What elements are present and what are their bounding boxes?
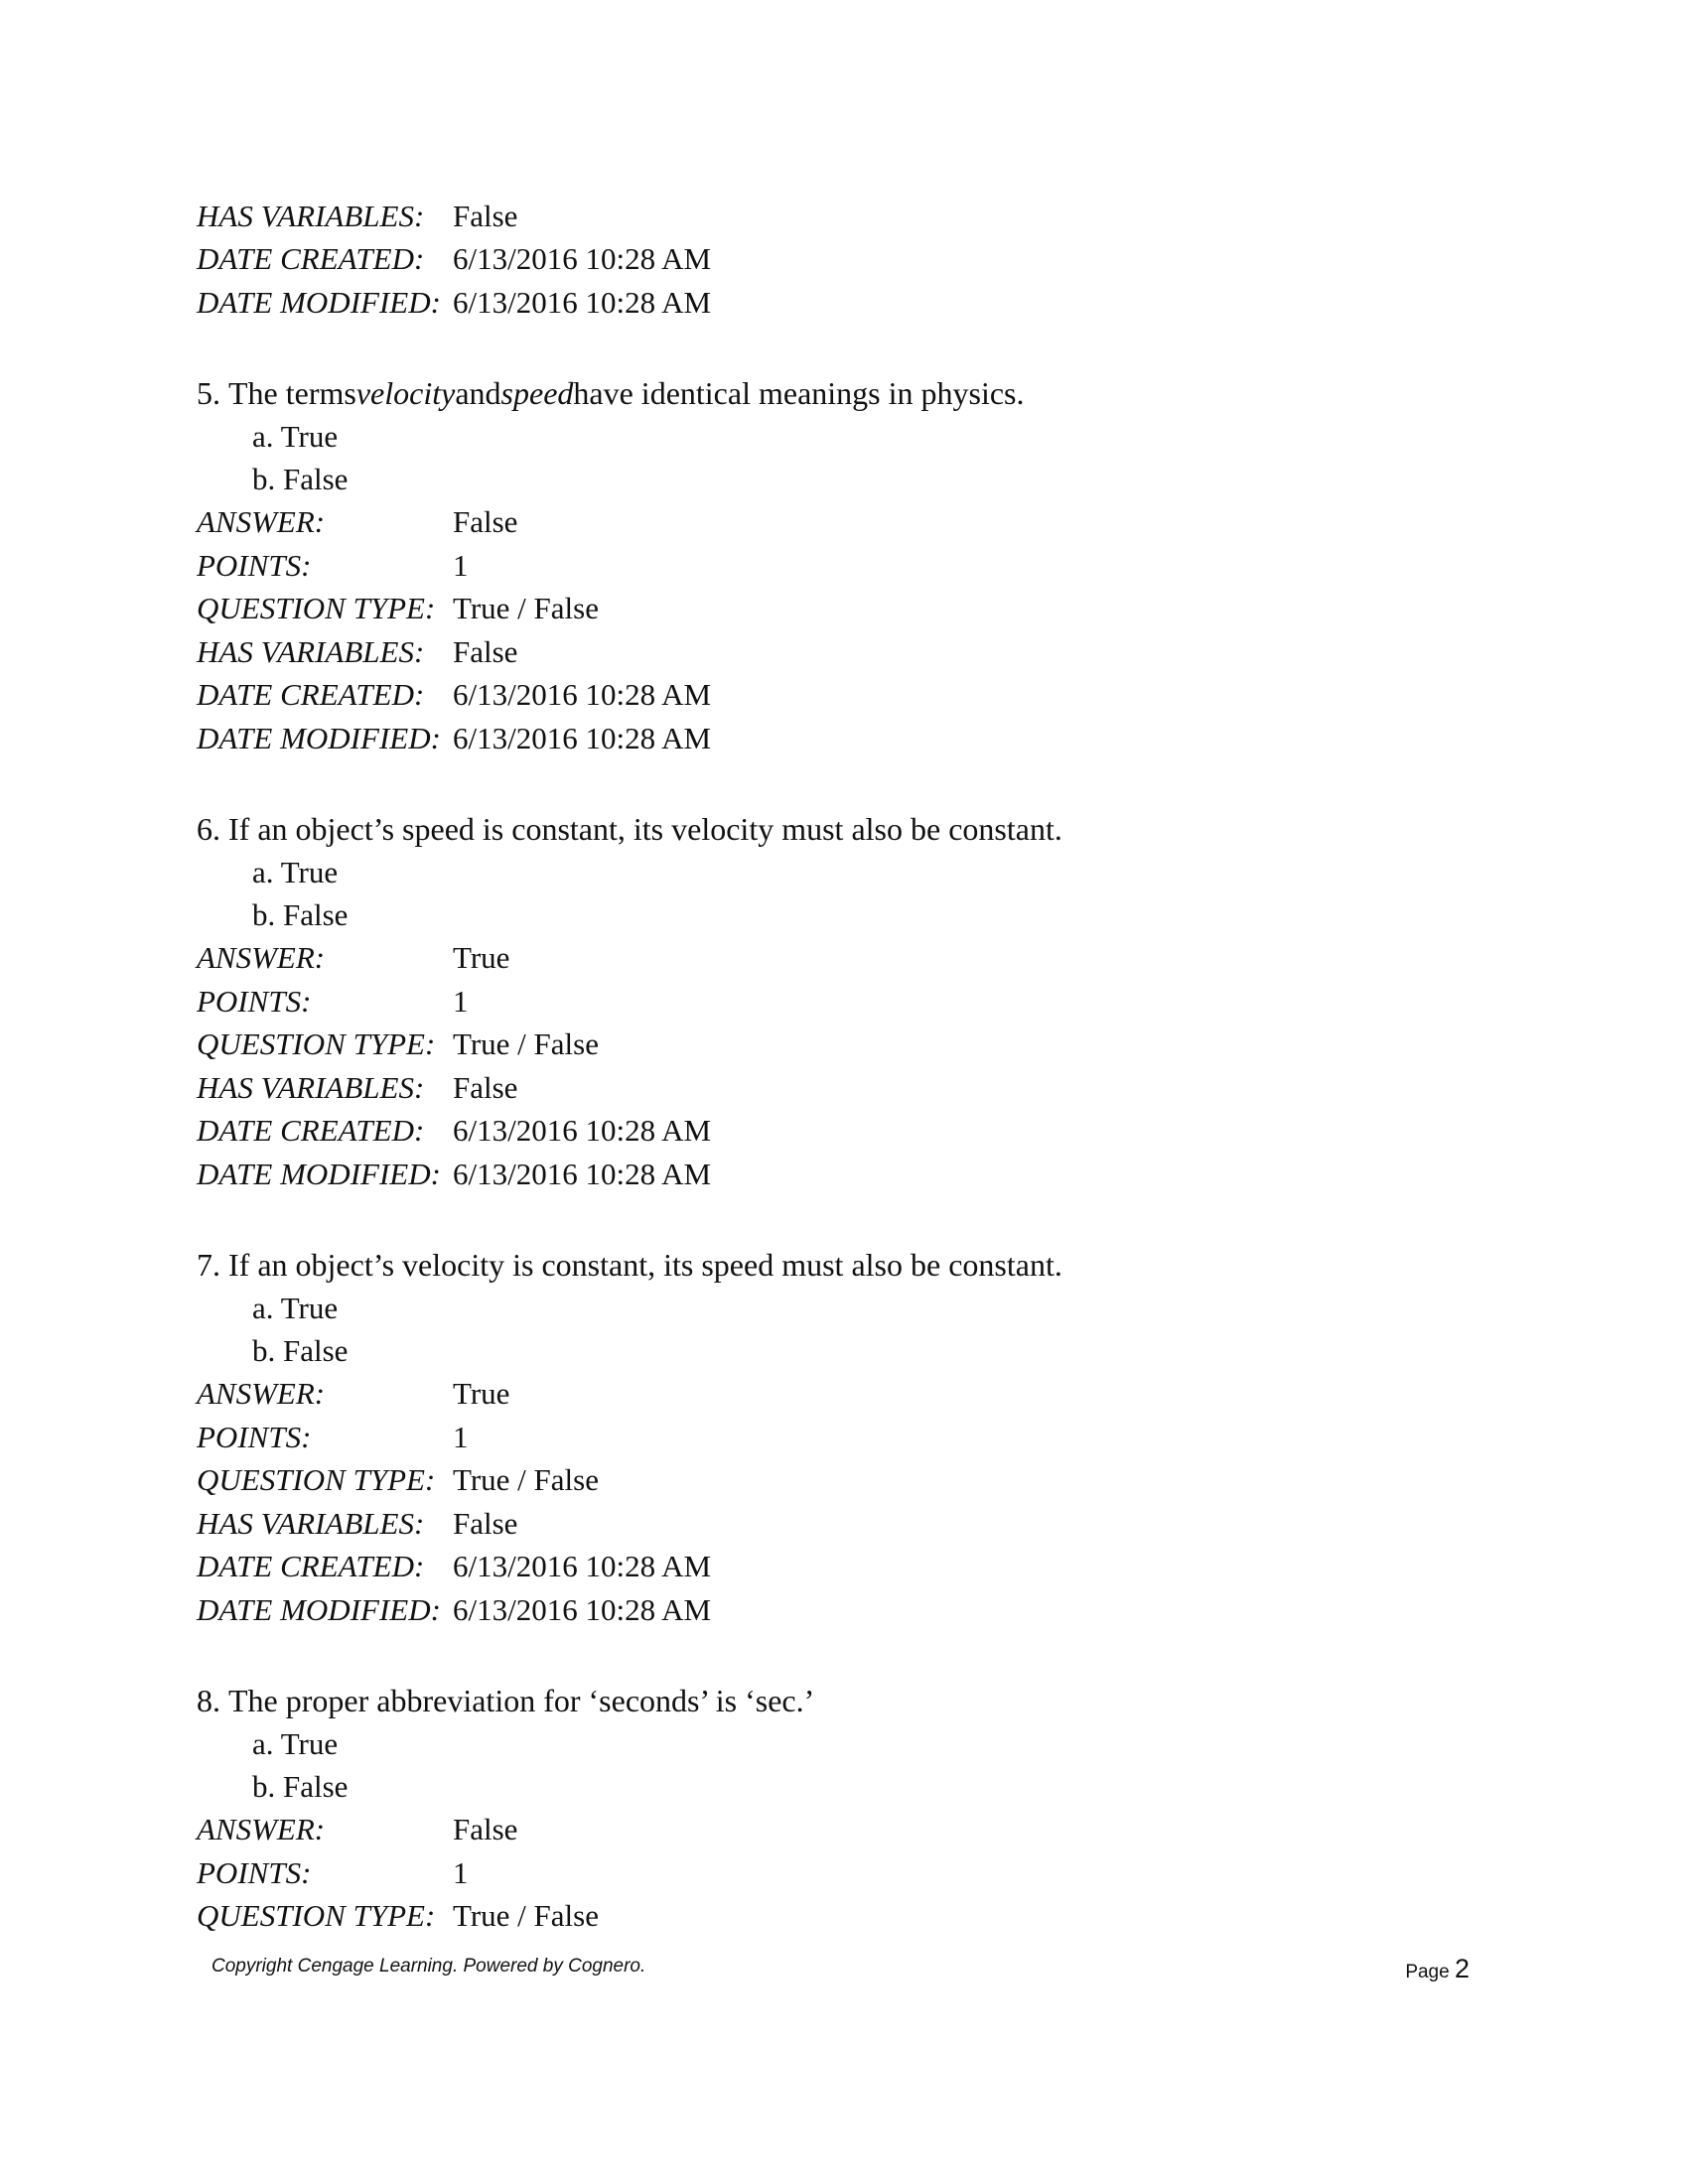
meta-value: True / False bbox=[453, 591, 599, 626]
answer-option: a. True bbox=[252, 1291, 339, 1325]
meta-value: True / False bbox=[453, 1898, 599, 1934]
meta-label: ANSWER: bbox=[197, 1376, 326, 1412]
question-8 bbox=[197, 1680, 1487, 1939]
meta-value: False bbox=[453, 198, 518, 233]
meta-label: QUESTION TYPE: bbox=[197, 1462, 436, 1498]
meta-label: HAS VARIABLES: bbox=[197, 633, 425, 669]
answer-option: b. False bbox=[252, 897, 349, 932]
meta-row bbox=[197, 1110, 1487, 1154]
leading-meta-block bbox=[197, 195, 1487, 325]
meta-value: True bbox=[453, 940, 510, 976]
meta-label: QUESTION TYPE: bbox=[197, 1898, 436, 1934]
stem-text: The terms bbox=[228, 375, 356, 411]
answer-option: b. False bbox=[252, 462, 349, 496]
question-number: 5. bbox=[197, 375, 220, 411]
meta-value: False bbox=[453, 1812, 518, 1847]
question-stem bbox=[197, 372, 1487, 416]
question-6 bbox=[197, 808, 1487, 1196]
meta-label: DATE MODIFIED: bbox=[197, 284, 441, 320]
footer-copyright: Copyright Cengage Learning. Powered by Cognero. bbox=[211, 1956, 646, 1977]
question-number: 7. bbox=[197, 1247, 220, 1283]
answer-option: a. True bbox=[252, 419, 339, 454]
meta-row bbox=[197, 501, 1487, 545]
question-stem bbox=[197, 1680, 1487, 1723]
meta-row bbox=[197, 1895, 1487, 1939]
meta-value: 1 bbox=[453, 1419, 469, 1454]
meta-label: QUESTION TYPE: bbox=[197, 1026, 436, 1062]
meta-label: HAS VARIABLES: bbox=[197, 1505, 425, 1541]
meta-value: True / False bbox=[453, 1462, 599, 1498]
meta-label: DATE CREATED: bbox=[197, 241, 425, 277]
meta-label: DATE MODIFIED: bbox=[197, 720, 441, 755]
question-stem bbox=[197, 1244, 1487, 1288]
meta-label: QUESTION TYPE: bbox=[197, 591, 436, 626]
meta-row bbox=[197, 630, 1487, 674]
answer-option: a. True bbox=[252, 855, 339, 889]
meta-row bbox=[197, 281, 1487, 325]
stem-text: If an object’s velocity is constant, its speed must also be constant. bbox=[228, 1247, 1062, 1283]
meta-value: 6/13/2016 10:28 AM bbox=[453, 1156, 712, 1191]
meta-value: False bbox=[453, 633, 518, 669]
meta-label: DATE CREATED: bbox=[197, 677, 425, 713]
meta-value: 1 bbox=[453, 547, 469, 583]
meta-label: HAS VARIABLES: bbox=[197, 1069, 425, 1105]
meta-value: 6/13/2016 10:28 AM bbox=[453, 241, 712, 277]
meta-row bbox=[197, 937, 1487, 981]
meta-row bbox=[197, 238, 1487, 282]
answer-option: a. True bbox=[252, 1726, 339, 1761]
meta-row bbox=[197, 1024, 1487, 1067]
meta-label: DATE MODIFIED: bbox=[197, 1591, 441, 1627]
answer-option: b. False bbox=[252, 1769, 349, 1804]
question-7 bbox=[197, 1244, 1487, 1632]
stem-italic-term: speed bbox=[500, 375, 574, 411]
meta-value: True bbox=[453, 1376, 510, 1412]
meta-row bbox=[197, 1809, 1487, 1852]
meta-value: 6/13/2016 10:28 AM bbox=[453, 1591, 712, 1627]
answer-option: b. False bbox=[252, 1333, 349, 1368]
meta-value: False bbox=[453, 1069, 518, 1105]
question-5 bbox=[197, 372, 1487, 760]
meta-row bbox=[197, 195, 1487, 238]
meta-label: DATE CREATED: bbox=[197, 1113, 425, 1149]
stem-text: If an object’s speed is constant, its velocity must also be constant. bbox=[228, 811, 1062, 847]
meta-row bbox=[197, 674, 1487, 718]
stem-text: The proper abbreviation for ‘seconds’ is ‘sec.’ bbox=[228, 1683, 815, 1718]
meta-value: 6/13/2016 10:28 AM bbox=[453, 1549, 712, 1584]
meta-row bbox=[197, 588, 1487, 631]
meta-label: ANSWER: bbox=[197, 1812, 326, 1847]
meta-value: 1 bbox=[453, 983, 469, 1019]
meta-value: True / False bbox=[453, 1026, 599, 1062]
meta-row bbox=[197, 1153, 1487, 1196]
meta-label: ANSWER: bbox=[197, 504, 326, 540]
meta-label: DATE CREATED: bbox=[197, 1549, 425, 1584]
meta-label: DATE MODIFIED: bbox=[197, 1156, 441, 1191]
meta-row bbox=[197, 1851, 1487, 1895]
meta-value: 6/13/2016 10:28 AM bbox=[453, 284, 712, 320]
question-number: 6. bbox=[197, 811, 220, 847]
meta-label: POINTS: bbox=[197, 1854, 312, 1890]
question-stem bbox=[197, 808, 1487, 852]
question-number: 8. bbox=[197, 1683, 220, 1718]
meta-value: False bbox=[453, 504, 518, 540]
meta-row bbox=[197, 1502, 1487, 1546]
meta-row bbox=[197, 1546, 1487, 1589]
meta-label: POINTS: bbox=[197, 983, 312, 1019]
meta-row bbox=[197, 717, 1487, 760]
meta-label: POINTS: bbox=[197, 547, 312, 583]
meta-value: 6/13/2016 10:28 AM bbox=[453, 677, 712, 713]
page-label: Page bbox=[1405, 1962, 1450, 1982]
meta-label: HAS VARIABLES: bbox=[197, 198, 425, 233]
meta-value: 6/13/2016 10:28 AM bbox=[453, 1113, 712, 1149]
stem-text: and bbox=[455, 375, 501, 411]
page-number bbox=[1405, 1954, 1470, 1984]
meta-row bbox=[197, 544, 1487, 588]
stem-italic-term: velocity bbox=[355, 375, 456, 411]
meta-value: False bbox=[453, 1505, 518, 1541]
meta-row bbox=[197, 1066, 1487, 1110]
meta-value: 6/13/2016 10:28 AM bbox=[453, 720, 712, 755]
meta-row bbox=[197, 1373, 1487, 1417]
meta-label: POINTS: bbox=[197, 1419, 312, 1454]
document-body bbox=[197, 195, 1487, 1938]
stem-text: have identical meanings in physics. bbox=[573, 375, 1025, 411]
meta-row bbox=[197, 1416, 1487, 1459]
meta-value: 1 bbox=[453, 1854, 469, 1890]
meta-label: ANSWER: bbox=[197, 940, 326, 976]
meta-row bbox=[197, 1588, 1487, 1632]
page-number-value: 2 bbox=[1454, 1954, 1470, 1983]
meta-row bbox=[197, 980, 1487, 1024]
meta-row bbox=[197, 1459, 1487, 1503]
